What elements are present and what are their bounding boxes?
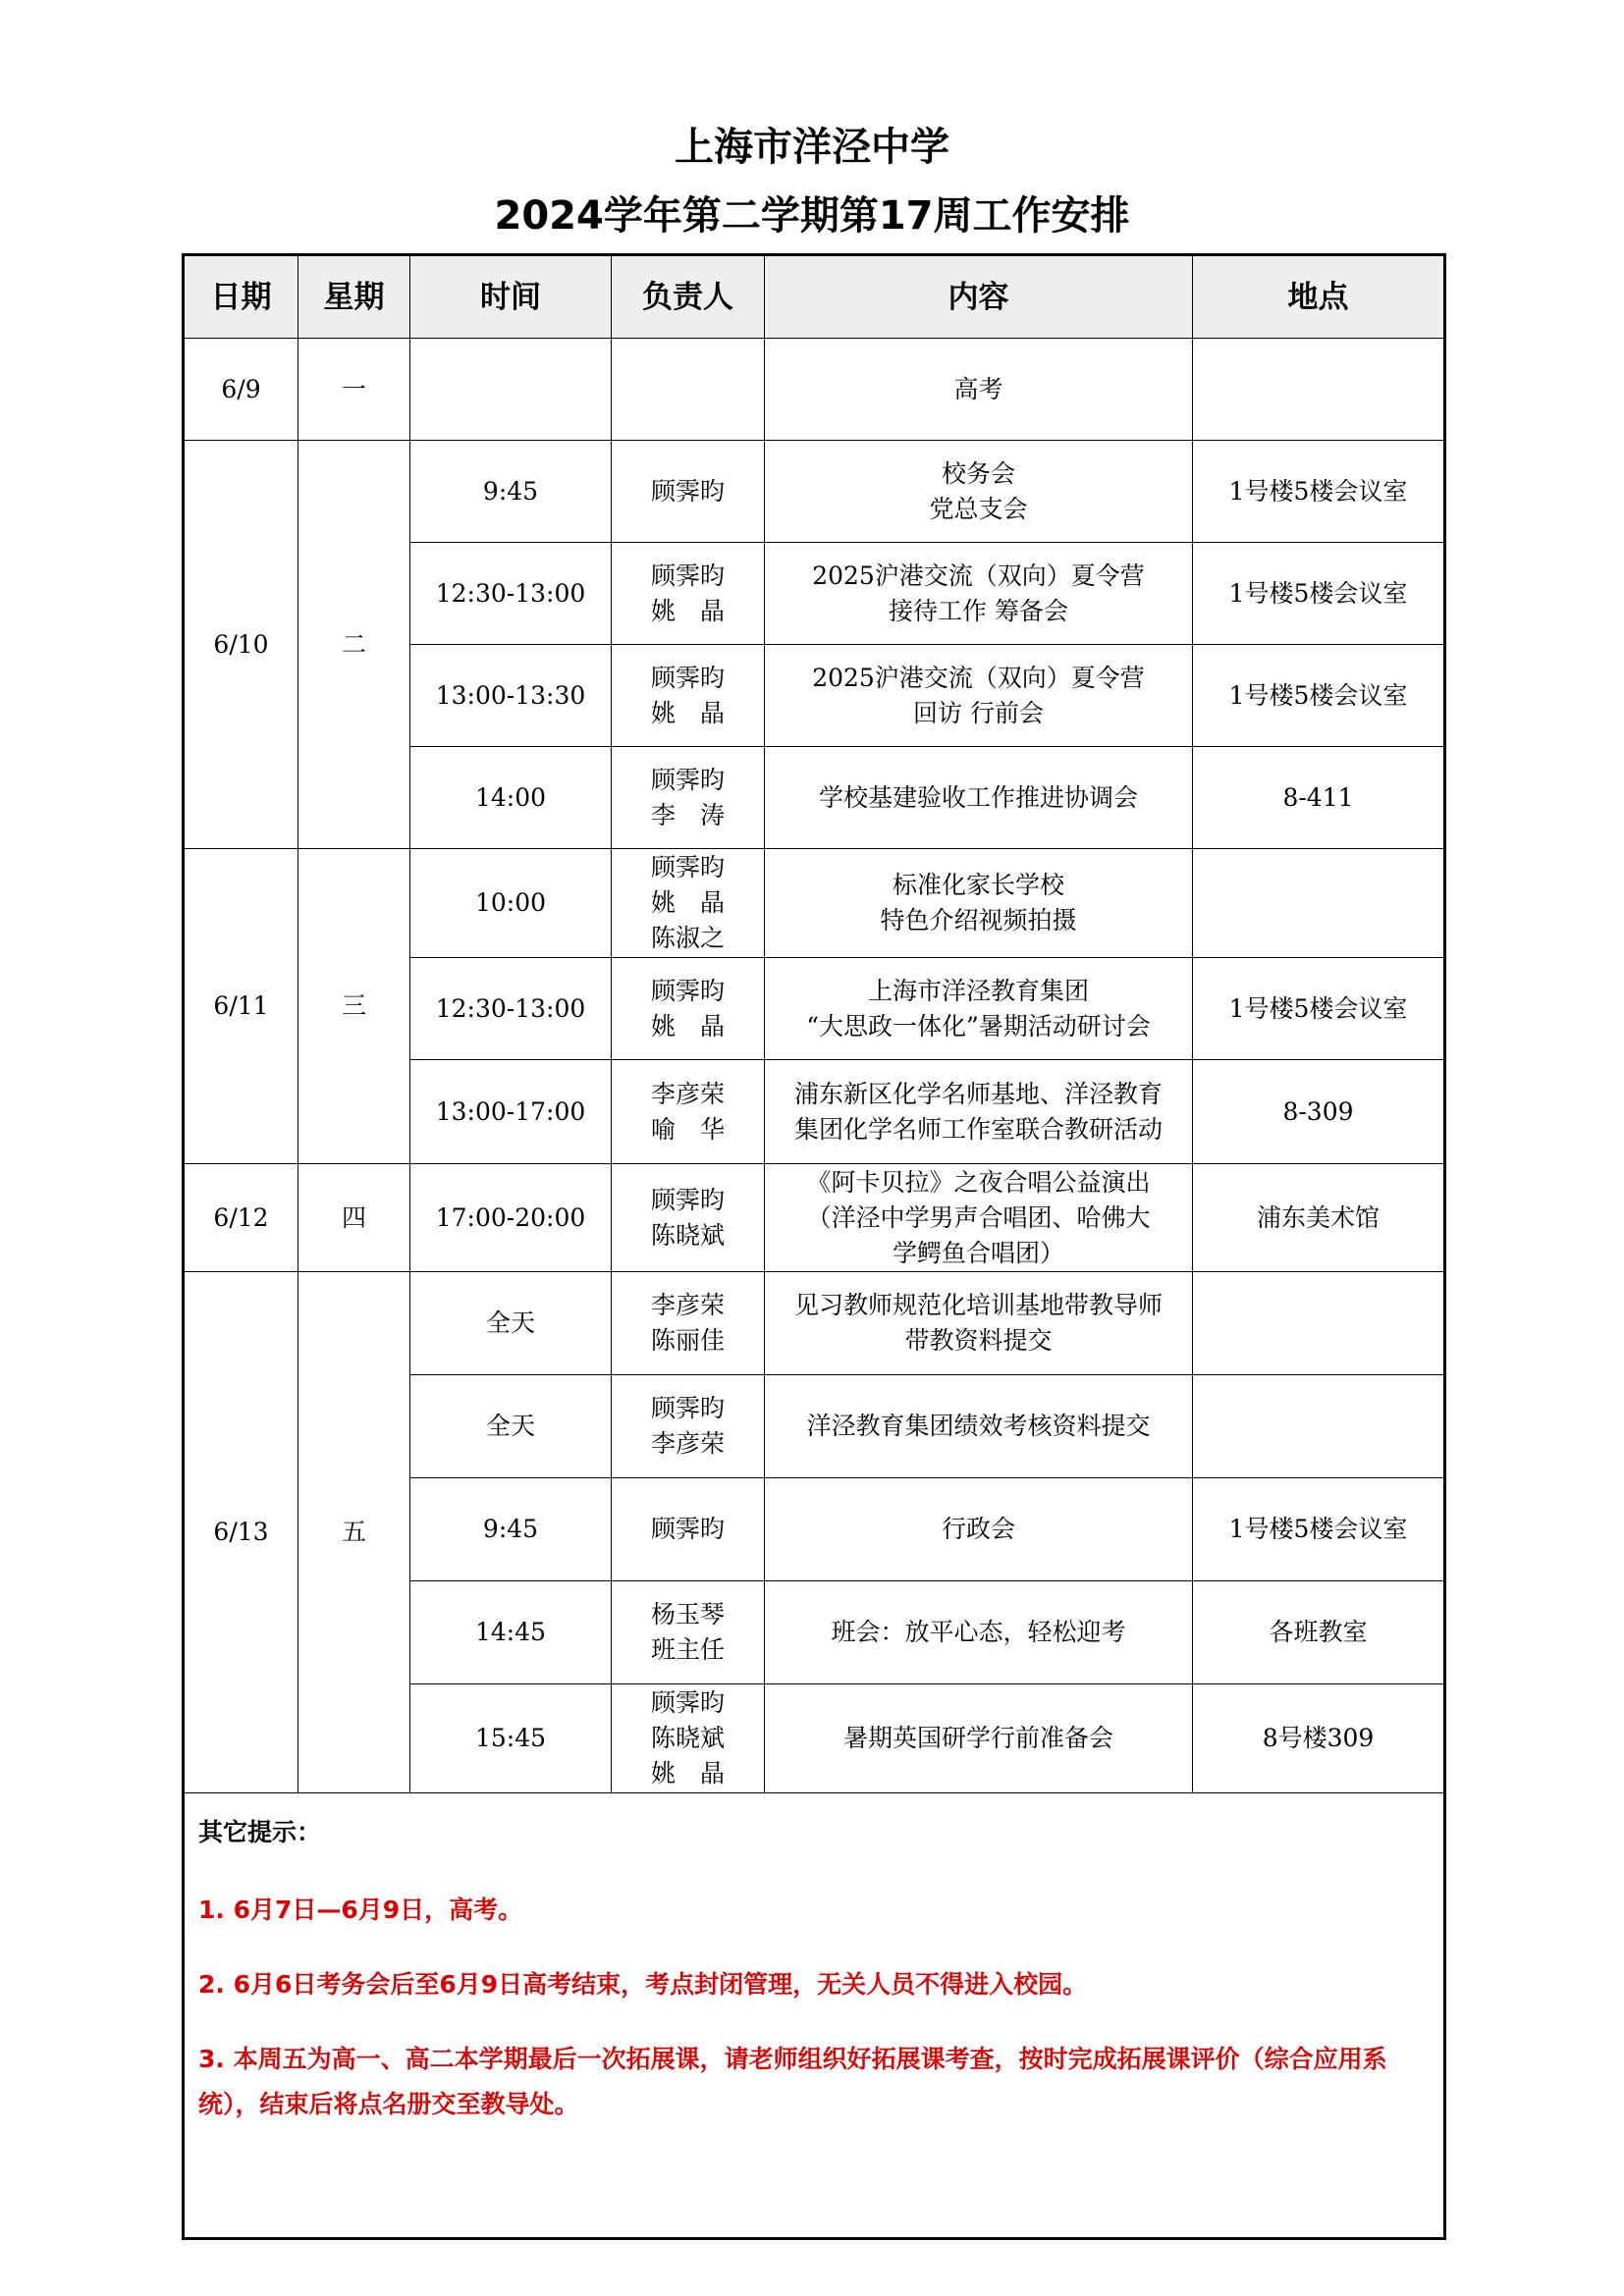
content-cell-line: 标准化家长学校 (892, 871, 1064, 899)
time-cell (410, 339, 612, 441)
notes-heading: 其它提示： (198, 1818, 322, 1846)
schedule-body (184, 339, 1445, 1793)
person-cell (612, 1164, 765, 1272)
person-cell-line: 姚 晶 (650, 1759, 725, 1788)
date-cell: 6/10 (184, 441, 298, 849)
time-cell: 13:00-17:00 (410, 1060, 612, 1164)
person-cell-line: 杨玉琴 (650, 1600, 725, 1629)
person-cell-line: 姚 晶 (650, 698, 725, 727)
school-name: 上海市洋泾中学 (675, 125, 949, 170)
content-cell (765, 543, 1193, 645)
person-cell-line: 李彦荣 (650, 1429, 725, 1458)
person-cell-line: 姚 晶 (650, 596, 725, 625)
person-cell-line: 班主任 (650, 1635, 725, 1664)
person-cell-line: 陈晓斌 (650, 1220, 725, 1250)
content-cell (765, 1581, 1193, 1684)
note-item: 1. 6月7日—6月9日，高考。 (198, 1896, 523, 1924)
place-cell (1193, 1375, 1445, 1478)
person-cell (612, 1060, 765, 1164)
person-cell-line: 顾霁昀 (650, 1515, 725, 1543)
content-cell-line: 校务会 (941, 458, 1015, 488)
weekday-cell: 五 (298, 1272, 410, 1793)
content-cell (765, 1164, 1193, 1272)
content-cell-line: 行政会 (941, 1515, 1015, 1543)
person-cell-line: 顾霁昀 (650, 663, 725, 692)
content-cell-line: 《阿卡贝拉》之夜合唱公益演出 (806, 1167, 1151, 1197)
content-cell (765, 1272, 1193, 1375)
person-cell (612, 1684, 765, 1793)
person-cell-line: 顾霁昀 (650, 1688, 725, 1717)
person-cell-line: 姚 晶 (650, 888, 725, 917)
table-row (184, 1272, 1445, 1375)
person-cell-line: 顾霁昀 (650, 853, 725, 881)
content-cell-line: 见习教师规范化培训基地带教导师 (793, 1291, 1163, 1319)
person-cell-line: 李彦荣 (650, 1079, 725, 1108)
person-cell-line: 姚 晶 (650, 1011, 725, 1041)
person-cell-line: 顾霁昀 (650, 561, 725, 590)
content-cell-line: 回访 行前会 (913, 698, 1044, 727)
person-cell (612, 849, 765, 958)
person-cell-line: 顾霁昀 (650, 976, 725, 1005)
content-cell-line: 特色介绍视频拍摄 (880, 906, 1077, 934)
content-cell (765, 645, 1193, 747)
content-cell-line: 党总支会 (929, 494, 1028, 523)
content-cell (765, 747, 1193, 849)
column-header-date: 日期 (184, 255, 298, 339)
content-cell (765, 1375, 1193, 1478)
content-cell (765, 849, 1193, 958)
time-cell: 10:00 (410, 849, 612, 958)
content-cell-line: 2025沪港交流（双向）夏令营 (812, 561, 1145, 590)
place-cell: 1号楼5楼会议室 (1193, 958, 1445, 1060)
time-cell: 13:00-13:30 (410, 645, 612, 747)
person-cell (612, 441, 765, 543)
content-cell-line: 2025沪港交流（双向）夏令营 (812, 663, 1145, 692)
place-cell: 8号楼309 (1193, 1684, 1445, 1793)
date-cell: 6/11 (184, 849, 298, 1164)
person-cell-line: 陈晓斌 (650, 1724, 725, 1752)
content-cell (765, 339, 1193, 441)
time-cell: 14:45 (410, 1581, 612, 1684)
place-cell: 1号楼5楼会议室 (1193, 1478, 1445, 1581)
content-cell (765, 441, 1193, 543)
place-cell: 1号楼5楼会议室 (1193, 441, 1445, 543)
weekday-cell: 四 (298, 1164, 410, 1272)
column-header-weekday: 星期 (298, 255, 410, 339)
person-cell-line: 顾霁昀 (650, 1394, 725, 1422)
place-cell (1193, 339, 1445, 441)
notes-row (184, 1793, 1445, 2239)
content-cell-line: 高考 (953, 374, 1003, 403)
note-item: 2. 6月6日考务会后至6月9日高考结束，考点封闭管理，无关人员不得进入校园。 (198, 1970, 1088, 1999)
person-cell-line: 李 涛 (650, 800, 725, 829)
date-cell: 6/9 (184, 339, 298, 441)
person-cell-line: 顾霁昀 (650, 1185, 725, 1214)
person-cell-line: 顾霁昀 (650, 476, 725, 506)
time-cell: 9:45 (410, 1478, 612, 1581)
content-cell-line: “大思政一体化”暑期活动研讨会 (806, 1011, 1151, 1041)
column-header-content: 内容 (765, 255, 1193, 339)
person-cell-line: 陈丽佳 (650, 1326, 725, 1355)
place-cell: 1号楼5楼会议室 (1193, 543, 1445, 645)
weekday-cell: 一 (298, 339, 410, 441)
person-cell-line: 顾霁昀 (650, 765, 725, 794)
table-row (184, 1164, 1445, 1272)
person-cell-line: 陈淑之 (650, 924, 725, 952)
time-cell: 全天 (410, 1272, 612, 1375)
place-cell: 各班教室 (1193, 1581, 1445, 1684)
place-cell (1193, 1272, 1445, 1375)
table-row (184, 441, 1445, 543)
content-cell (765, 958, 1193, 1060)
date-cell: 6/13 (184, 1272, 298, 1793)
person-cell (612, 339, 765, 441)
time-cell: 15:45 (410, 1684, 612, 1793)
person-cell-line: 喻 华 (650, 1114, 725, 1144)
place-cell: 8-411 (1193, 747, 1445, 849)
content-cell-line: 暑期英国研学行前准备会 (842, 1724, 1113, 1752)
person-cell (612, 747, 765, 849)
person-cell (612, 1272, 765, 1375)
date-cell: 6/12 (184, 1164, 298, 1272)
content-cell-line: 带教资料提交 (904, 1326, 1053, 1355)
notes-section (184, 1793, 1445, 2239)
person-cell-line: 李彦荣 (650, 1291, 725, 1319)
column-header-person: 负责人 (612, 255, 765, 339)
table-header-row (184, 255, 1445, 339)
table-row (184, 849, 1445, 958)
content-cell-line: 上海市洋泾教育集团 (867, 976, 1089, 1005)
person-cell (612, 1581, 765, 1684)
time-cell: 17:00-20:00 (410, 1164, 612, 1272)
content-cell (765, 1478, 1193, 1581)
place-cell (1193, 849, 1445, 958)
person-cell (612, 645, 765, 747)
time-cell: 14:00 (410, 747, 612, 849)
time-cell: 全天 (410, 1375, 612, 1478)
content-cell-line: 洋泾教育集团绩效考核资料提交 (806, 1412, 1151, 1440)
content-cell-line: 学校基建验收工作推进协调会 (818, 782, 1138, 812)
column-header-time: 时间 (410, 255, 612, 339)
weekday-cell: 三 (298, 849, 410, 1164)
content-cell (765, 1684, 1193, 1793)
note-item: 3. 本周五为高一、高二本学期最后一次拓展课，请老师组织好拓展课考查，按时完成拓展课评价（综合应用系统），结束后将点名册交至教导处。 (198, 2045, 1387, 2118)
content-cell-line: 学鳄鱼合唱团） (892, 1238, 1064, 1267)
content-cell-line: （洋泾中学男声合唱团、哈佛大 (806, 1202, 1151, 1232)
person-cell (612, 1375, 765, 1478)
content-cell-line: 浦东新区化学名师基地、洋泾教育 (793, 1079, 1163, 1108)
content-cell-line: 班会：放平心态，轻松迎考 (831, 1618, 1126, 1646)
time-cell: 9:45 (410, 441, 612, 543)
place-cell: 浦东美术馆 (1193, 1164, 1445, 1272)
column-header-place: 地点 (1193, 255, 1445, 339)
person-cell (612, 1478, 765, 1581)
table-row (184, 339, 1445, 441)
content-cell-line: 集团化学名师工作室联合教研活动 (793, 1114, 1163, 1144)
content-cell (765, 1060, 1193, 1164)
weekday-cell: 二 (298, 441, 410, 849)
time-cell: 12:30-13:00 (410, 543, 612, 645)
person-cell (612, 543, 765, 645)
place-cell: 8-309 (1193, 1060, 1445, 1164)
schedule-table (182, 253, 1446, 2240)
place-cell: 1号楼5楼会议室 (1193, 645, 1445, 747)
page-title: 2024学年第二学期第17周工作安排 (494, 193, 1130, 239)
time-cell: 12:30-13:00 (410, 958, 612, 1060)
content-cell-line: 接待工作 筹备会 (889, 596, 1068, 625)
person-cell (612, 958, 765, 1060)
